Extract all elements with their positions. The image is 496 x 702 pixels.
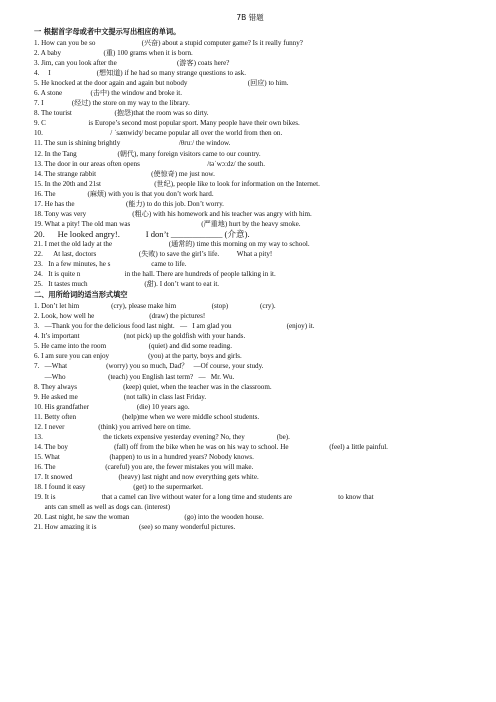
section-1-heading: 一 根据首字母或者中文提示写出相应的单词。 [34, 27, 181, 36]
question-line: 11. The sun is shining brightly /θruː/ the window. [34, 139, 231, 148]
question-line: 16. The (careful) you are, the fewer mistakes you will make. [34, 462, 254, 471]
question-line: 10. His grandfather (die) 10 years ago. [34, 402, 190, 411]
question-line: 15. What (happen) to us in a hundred years? Nobody knows. [34, 452, 254, 461]
question-line: 5. He came into the room (quiet) and did some reading. [34, 342, 232, 351]
question-line: ants can smell as well as dogs can. (interest) [34, 503, 171, 512]
question-line: 20. He looked angry!. I don’t ____________ (介意). [34, 228, 250, 239]
question-line: 21. I met the old lady at the (通常的) time this morning on my way to school. [34, 239, 310, 248]
question-line: 12. In the Tang (朝代), many foreign visitors came to our country. [34, 149, 261, 158]
section-2-list [34, 301, 466, 532]
question-line: 25. It tastes much (甜). I don’t want to eat it. [34, 280, 220, 289]
question-line: 7. —What (worry) you so much, Dad？ —Of course, your study. [34, 362, 264, 371]
question-line: 21. How amazing it is (see) so many wonderful pictures. [34, 523, 236, 532]
question-line: 5. He knocked at the door again and again but nobody (回应) to him. [34, 79, 289, 88]
question-line: 11. Betty often (help)me when we were middle school students. [34, 412, 260, 421]
question-line: 17. It snowed (heavy) last night and now everything gets white. [34, 472, 259, 481]
question-line: 14. The boy (fall) off from the bike when he was on his way to school. He (feel) a little painful. [34, 442, 388, 451]
question-line: 7. I (经过) the store on my way to the library. [34, 99, 190, 108]
question-line: 9. He asked me (not talk) in class last Friday. [34, 392, 207, 401]
question-line: 10. / ˈsænwidʒ/ became popular all over the world from then on. [34, 129, 283, 138]
question-line: —Who (teach) you English last term? — Mr. Wu. [34, 372, 235, 381]
question-line: 14. The strange rabbit (使惊奇) me just now. [34, 169, 215, 178]
question-line: 18. I found it easy (get) to the supermarket. [34, 483, 204, 492]
question-line: 24. It is quite n in the hall. There are hundreds of people talking in it. [34, 270, 276, 279]
question-line: 1. How can you be so (兴奋) about a stupid computer game? Is it really funny? [34, 39, 303, 47]
question-line: 19. What a pity! The old man was (严重地) hurt by the heavy smoke. [34, 219, 301, 228]
question-line: 1. Don’t let him (cry), please make him (stop) (cry). [34, 302, 276, 311]
question-line: 17. He has the (能力) to do this job. Don’t worry. [34, 199, 224, 208]
question-line: 3. —Thank you for the delicious food last night. — I am glad you (enjoy) it. [34, 322, 315, 331]
question-line: 8. They always (keep) quiet, when the teacher was in the classroom. [34, 382, 272, 391]
question-line: 4. It’s important (not pick) up the goldfish with your hands. [34, 332, 246, 341]
question-line: 23. In a few minutes, he s came to life. [34, 260, 187, 269]
question-line: 19. It is that a camel can live without water for a long time and students are to know that [34, 493, 374, 502]
question-line: 6. A stone (击中) the window and broke it. [34, 89, 182, 98]
question-line: 4. I (想知道) if he had so many strange questions to ask. [34, 69, 246, 78]
question-line: 13. the tickets expensive yesterday evening? No, they (be). [34, 432, 290, 441]
question-line: 15. In the 20th and 21st (世纪), people like to look for information on the Internet. [34, 179, 320, 188]
question-line: 18. Tony was very (粗心) with his homework and his teacher was angry with him. [34, 209, 312, 218]
question-line: 2. Look, how well he (draw) the pictures! [34, 312, 206, 321]
section-2-heading: 二、用所给词的适当形式填空 [34, 290, 128, 300]
page-title: 7B 错题 [236, 13, 264, 22]
question-line: 6. I am sure you can enjoy (you) at the party, boys and girls. [34, 352, 242, 361]
question-line: 16. The (麻烦) with you is that you don’t work hard. [34, 189, 214, 198]
section-1-list [34, 38, 466, 289]
question-line: 13. The door in our areas often opens /təˈwɔːdz/ the south. [34, 159, 265, 168]
question-line: 2. A baby (重) 100 grams when it is born. [34, 49, 193, 58]
question-line: 22. At last, doctors (失败) to save the girl’s life. What a pity! [34, 249, 273, 258]
question-line: 12. I never (think) you arrived here on time. [34, 422, 191, 431]
question-line: 8. The tourist (抱怨)that the room was so dirty. [34, 109, 209, 118]
question-line: 9. C is Europe’s second most popular sport. Many people have their own bikes. [34, 119, 300, 128]
question-line: 20. Last night, he saw the woman (go) into the wooden house. [34, 513, 264, 522]
question-line: 3. Jim, can you look after the (游客) coats here? [34, 59, 230, 68]
